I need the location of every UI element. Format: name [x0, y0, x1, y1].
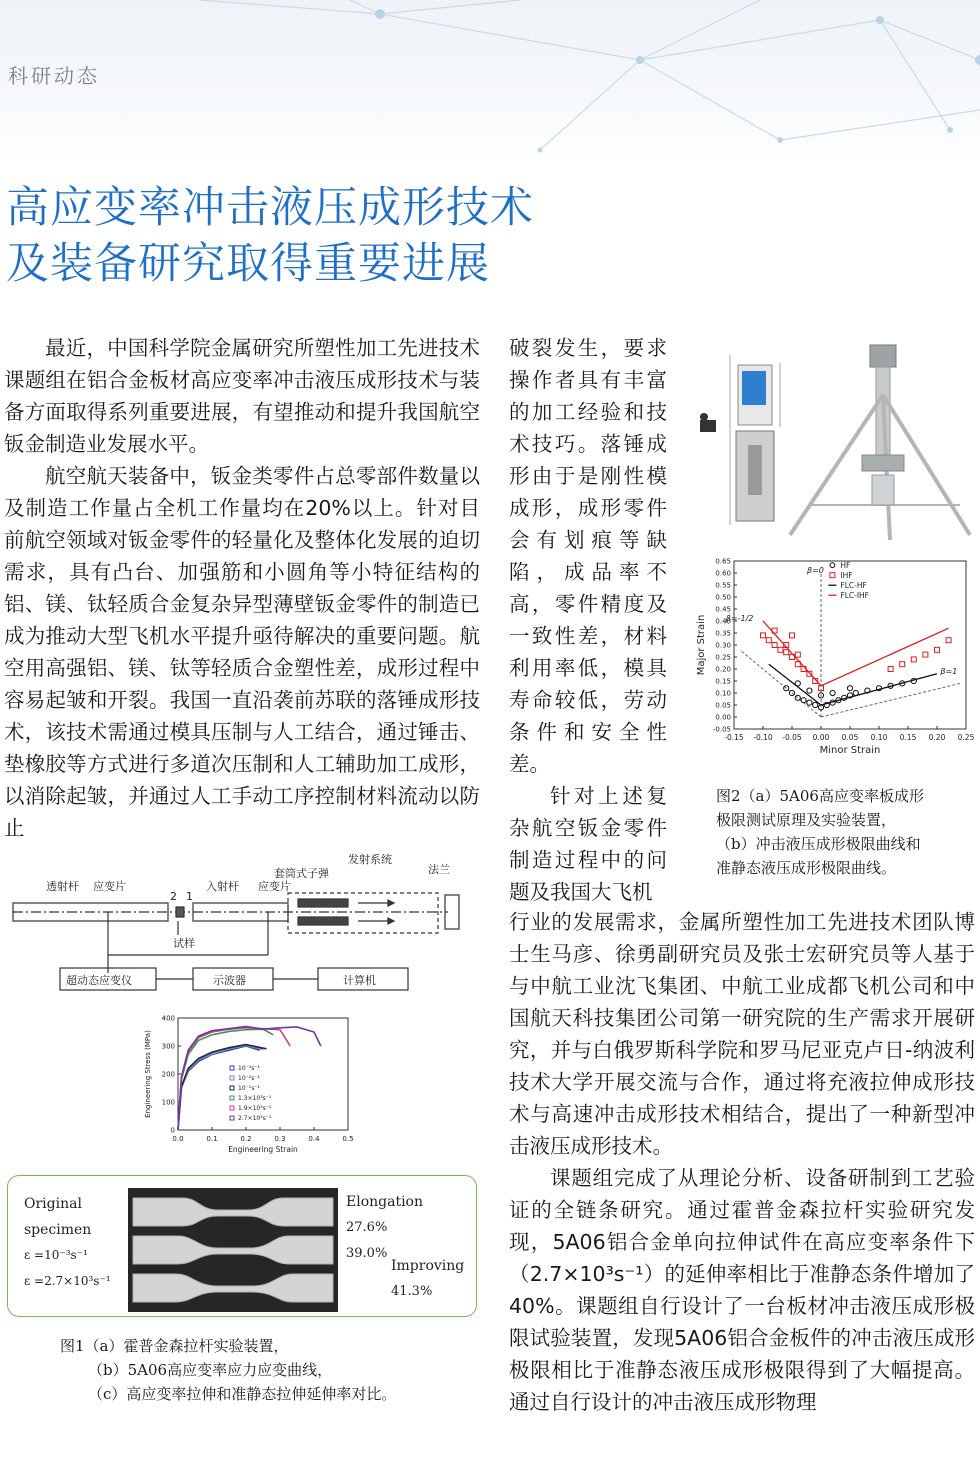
y-tick-label: 0 — [170, 1126, 175, 1135]
x-tick-label: 0.25 — [957, 733, 975, 742]
caption-line: （b）5A06高应变率应力应变曲线， — [88, 1361, 333, 1379]
ihf-point — [911, 657, 916, 662]
label-n1: 1 — [186, 890, 193, 903]
caption-line: （b）冲击液压成形极限曲线和 — [716, 835, 921, 853]
beta-neg-half-guide — [740, 650, 821, 717]
paragraph: 最近，中国科学院金属研究所塑性加工先进技术课题组在铝合金板材高应变率冲击液压成形技术与装备方面取得系列重要进展，有望推动和提升我国航空钣金制造业发展水平。 — [4, 336, 480, 456]
legend-label: HF — [840, 561, 851, 571]
fig1b-stress-strain-chart — [138, 1010, 368, 1165]
x-tick-label: 0.10 — [870, 733, 888, 742]
paragraph: 针对上述复杂航空钣金零件制造过程中的问题及我国大飞机 — [509, 784, 667, 904]
label-transmit-bar: 透射杆 — [46, 880, 79, 893]
ihf-point — [761, 633, 766, 638]
y-tick-label: 0.05 — [715, 701, 731, 710]
x-tick-label: 0.20 — [928, 733, 946, 742]
x-tick-label: 0.1 — [206, 1135, 218, 1143]
y-tick-label: 200 — [161, 1070, 175, 1079]
legend-marker — [830, 563, 835, 568]
y-tick-label: 0.20 — [715, 665, 731, 674]
fig1-caption — [60, 1334, 480, 1406]
legend-label: 10⁻¹s⁻¹ — [238, 1085, 260, 1092]
y-tick-label: 0.25 — [715, 653, 731, 662]
label-amplifier: 超动态应变仪 — [66, 974, 132, 987]
hf-point — [830, 690, 835, 695]
left-column — [4, 332, 480, 844]
specimen-photo — [128, 1188, 338, 1312]
caption-line: 准静态液压成形极限曲线。 — [716, 859, 897, 877]
ihf-point — [888, 667, 893, 672]
hf-point — [807, 688, 812, 693]
header-background — [0, 0, 980, 165]
test-device-photo — [790, 345, 970, 540]
ihf-point — [795, 652, 800, 657]
middle-column — [509, 332, 667, 908]
y-tick-label: 0.30 — [715, 641, 731, 650]
label-launch-system: 发射系统 — [348, 853, 392, 866]
legend-marker — [230, 1086, 234, 1090]
ihf-point — [766, 638, 771, 643]
y-tick-label: 0.50 — [715, 593, 731, 602]
label-n2: 2 — [170, 890, 177, 903]
beta-annotation: β=-1/2 — [725, 614, 754, 623]
y-tick-label: 100 — [161, 1098, 175, 1107]
y-tick-label: 0.55 — [715, 581, 731, 590]
y-tick-label: 0.00 — [715, 713, 731, 722]
caption-line: 极限测试原理及实验装置， — [716, 811, 897, 829]
value-improving: 41.3% — [391, 1284, 433, 1299]
legend-marker — [230, 1096, 234, 1100]
fig1a-hopkinson-diagram — [8, 855, 478, 995]
paragraph: 破裂发生，要求操作者具有丰富的加工经验和技术技巧。落锤成形由于是刚性模成形，成形零件会有划痕等缺陷，成品率不高，零件精度及一致性差，材料利用率低，模具寿命较低，劳动条件和安全性差。 — [509, 336, 667, 776]
label-flange: 法兰 — [428, 863, 450, 876]
y-tick-label: 0.60 — [715, 569, 731, 578]
label-oscilloscope: 示波器 — [213, 974, 246, 987]
x-axis-label: Engineering Strain — [228, 1145, 298, 1154]
label-incident-bar: 入射杆 — [206, 880, 239, 893]
ihf-point — [778, 647, 783, 652]
ihf-point — [790, 633, 795, 638]
fig2-caption — [716, 784, 978, 880]
x-axis-label: Minor Strain — [819, 745, 881, 756]
hf-point — [813, 702, 818, 707]
x-tick-label: 0.2 — [240, 1135, 252, 1143]
label-computer: 计算机 — [343, 974, 376, 987]
x-tick-label: 0.15 — [899, 733, 917, 742]
title-line-1: 高应变率冲击液压成形技术 — [6, 183, 534, 233]
legend-label: 10⁻³s⁻¹ — [238, 1065, 260, 1072]
flc-line — [763, 621, 949, 686]
label-original: Original — [24, 1196, 82, 1212]
legend-label: FLC-HF — [840, 581, 867, 591]
article-title — [6, 180, 534, 292]
ihf-point — [784, 650, 789, 655]
y-tick-label: 0.10 — [715, 689, 731, 698]
label-elongation: Elongation — [346, 1194, 423, 1210]
paragraph: 航空航天装备中，钣金类零件占总零部件数量以及制造工作量占全机工作量均在20%以上。针对目前航空领域对钣金零件的轻量化及整体化发展的迫切需求，具有凸台、加强筋和小圆角等小特征结构的铝、镁、钛轻质合金复杂异型薄壁钣金零件的制造已成为推动大型飞机水平提升亟待解决的重要问题。航空用高强铝、镁、钛等轻质合金塑性差，成形过程中容易起皱和开裂。我国一直沿袭前苏联的落锤成形技术，该技术需通过模具压制与人工结合，通过锤击、垫橡胶等方式进行多道次压制和人工辅助加工成形，以消除起皱，并通过人工手动工序控制材料流动以防止 — [4, 464, 480, 840]
x-tick-label: -0.05 — [782, 733, 802, 742]
label-improving: Improving — [391, 1258, 465, 1274]
x-tick-label: 0.3 — [274, 1135, 286, 1143]
legend-marker — [230, 1066, 234, 1070]
paragraph: 行业的发展需求，金属所塑性加工先进技术团队博士生马彦、徐勇副研究员及张士宏研究员等人基于与中航工业沈飞集团、中航工业成都飞机公司和中国航天科技集团公司第一研究院的生产需求开展研究，并与白俄罗斯科学院和罗马尼亚克卢日-纳波利技术大学开展交流与合作，通过将充液拉伸成形技术与高速冲击成形技术相结合，提出了一种新型冲击液压成形技术。 — [509, 910, 975, 1158]
section-tag: 科研动态 — [8, 64, 100, 88]
network-decoration — [0, 0, 980, 165]
legend-marker — [830, 573, 835, 578]
label-rate-2: ε =2.7×10³s⁻¹ — [24, 1274, 111, 1288]
legend-label: 1.9×10³s⁻¹ — [238, 1105, 272, 1112]
label-strain-gauge-1: 应变片 — [93, 880, 126, 893]
fig2a-apparatus — [690, 335, 980, 550]
test-device-schematic — [700, 355, 780, 525]
fig1c-specimen-comparison — [7, 1175, 477, 1317]
y-tick-label: 0.40 — [715, 617, 731, 626]
beta-annotation: β=1 — [940, 666, 958, 676]
legend-label: 1.3×10³s⁻¹ — [238, 1095, 272, 1102]
legend-marker — [230, 1076, 234, 1080]
caption-line: 图2（a）5A06高应变率板成形 — [716, 787, 924, 805]
label-bullet: 套筒式子弹 — [274, 867, 329, 880]
x-tick-label: 0.05 — [841, 733, 859, 742]
legend-marker — [230, 1106, 234, 1110]
caption-line: （c）高应变率拉伸和准静态拉伸延伸率对比。 — [88, 1385, 397, 1403]
y-tick-label: 0.65 — [715, 557, 731, 566]
hf-point — [807, 700, 812, 705]
value-elongation-1: 27.6% — [346, 1220, 388, 1235]
label-specimen: specimen — [24, 1222, 92, 1238]
x-tick-label: 0.0 — [172, 1135, 184, 1143]
y-axis-label: Major Strain — [696, 614, 707, 676]
y-axis-label: Engineering Stress (MPa) — [144, 1030, 152, 1118]
legend-label: 2.7×10³s⁻¹ — [238, 1115, 272, 1122]
x-tick-label: 0.00 — [812, 733, 830, 742]
x-tick-label: -0.10 — [753, 733, 773, 742]
label-strain-gauge-2: 应变片 — [258, 880, 291, 893]
legend-label: 10⁻²s⁻¹ — [238, 1075, 260, 1082]
value-elongation-2: 39.0% — [346, 1246, 388, 1261]
legend-label: IHF — [840, 571, 853, 581]
caption-line: 图1（a）霍普金森拉杆实验装置， — [60, 1337, 289, 1355]
x-tick-label: -0.15 — [724, 733, 744, 742]
x-tick-label: 0.4 — [308, 1135, 320, 1143]
beta-annotation: β=0 — [807, 566, 824, 575]
ihf-point — [946, 638, 951, 643]
y-tick-label: 0.45 — [715, 605, 731, 614]
y-tick-label: 400 — [161, 1014, 175, 1023]
fig2b-flc-chart — [696, 555, 980, 780]
y-tick-label: -0.05 — [712, 725, 731, 734]
ihf-point — [900, 662, 905, 667]
y-tick-label: 300 — [161, 1042, 175, 1051]
y-tick-label: 0.35 — [715, 629, 731, 638]
ihf-point — [935, 647, 940, 652]
paragraph: 课题组完成了从理论分析、设备研制到工艺验证的全链条研究。通过霍普金森拉杆实验研究发现，5A06铝合金单向拉伸试件在高应变率条件下（2.7×10³s⁻¹）的延伸率相比于准静态条件增加了40%。课题组自行设计了一台板材冲击液压成形极限试验装置，发现5A06铝合金板件的冲击液压成形极限相比于准静态液压成形极限得到了大幅提高。通过自行设计的冲击液压成形物理 — [509, 1166, 975, 1414]
x-tick-label: 0.5 — [342, 1135, 354, 1143]
ihf-point — [772, 643, 777, 648]
label-rate-1: ε =10⁻³s⁻¹ — [24, 1248, 88, 1262]
label-specimen: 试样 — [173, 937, 195, 950]
legend-marker — [230, 1116, 234, 1120]
hf-point — [847, 686, 852, 691]
title-line-2: 及装备研究取得重要进展 — [6, 239, 490, 289]
ihf-point — [923, 652, 928, 657]
flc-line — [769, 664, 937, 705]
right-column — [509, 906, 975, 1418]
y-tick-label: 0.15 — [715, 677, 731, 686]
legend-label: FLC-IHF — [840, 591, 870, 601]
